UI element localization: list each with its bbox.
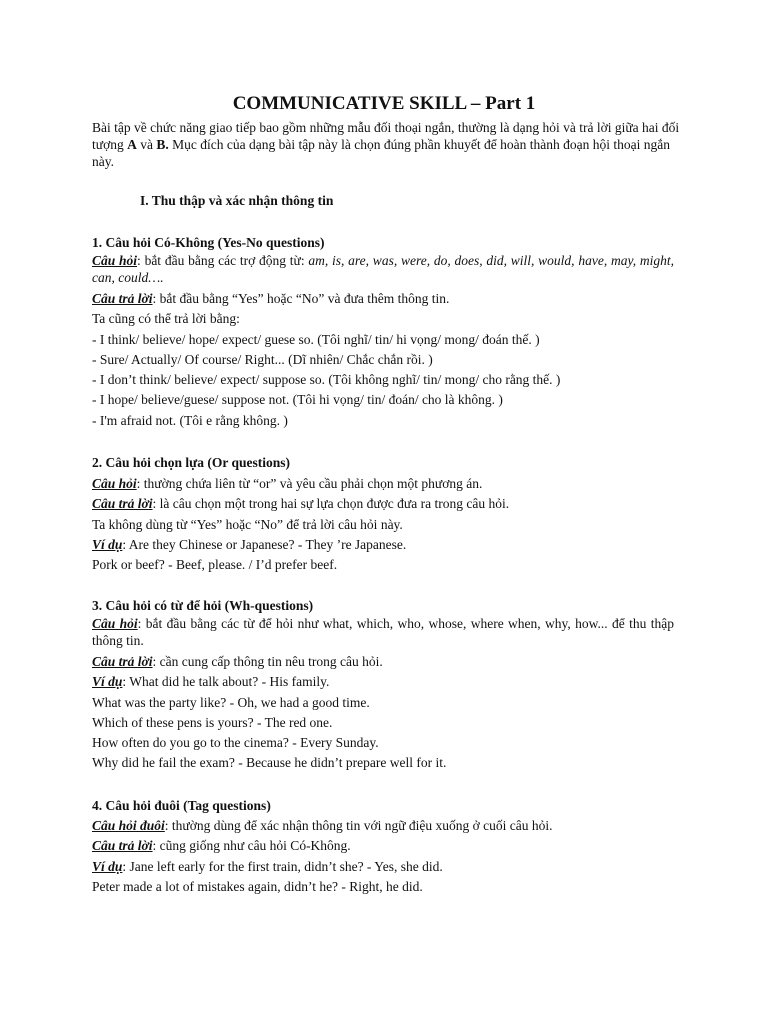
label-example: Ví dụ bbox=[92, 674, 123, 690]
label-answer: Câu trả lời bbox=[92, 496, 153, 512]
wh-question-def bbox=[92, 616, 674, 649]
or-questions-section bbox=[92, 474, 674, 575]
label-question: Câu hỏi bbox=[92, 616, 138, 631]
wh-example bbox=[92, 672, 674, 692]
heading-tag-questions: 4. Câu hỏi đuôi (Tag questions) bbox=[92, 798, 271, 813]
or-answer-def bbox=[92, 494, 674, 514]
label-example: Ví dụ bbox=[92, 858, 123, 874]
text-line: Ta cũng có thể trả lời bằng: bbox=[92, 311, 240, 327]
label-answer: Câu trả lời bbox=[92, 838, 153, 854]
wh-questions-section bbox=[92, 616, 674, 774]
text-line: - I'm afraid not. (Tôi e rằng không. ) bbox=[92, 412, 288, 428]
or-question-def bbox=[92, 474, 674, 494]
text-line: Peter made a lot of mistakes again, didn’t he? - Right, he did. bbox=[92, 878, 423, 894]
heading-yes-no: 1. Câu hỏi Có-Không (Yes-No questions) bbox=[92, 235, 325, 250]
text-line: - Sure/ Actually/ Of course/ Right... (Dĩ nhiên/ Chắc chắn rồi. ) bbox=[92, 351, 433, 367]
label-answer: Câu trả lời bbox=[92, 654, 153, 669]
section-heading: I. Thu thập và xác nhận thông tin bbox=[140, 193, 334, 208]
text-line: Pork or beef? - Beef, please. / I’d prefer beef. bbox=[92, 557, 338, 573]
intro-text-2: Mục đích của dạng bài tập này là chọn đúng phần khuyết để hoàn thành đoạn hội thoại ngắn này. bbox=[92, 137, 670, 169]
text-line: Ta không dùng từ “Yes” hoặc “No” để trả lời câu hỏi này. bbox=[92, 516, 403, 532]
example-text: : Jane left early for the first train, didn’t she? - Yes, she did. bbox=[122, 858, 443, 874]
definition-text: : bắt đầu bằng các từ để hỏi như what, which, who, whose, where when, why, how... để thu thập thông tin. bbox=[92, 616, 674, 648]
or-example bbox=[92, 535, 674, 555]
example-text: : What did he talk about? - His family. bbox=[122, 674, 330, 690]
label-question: Câu hỏi bbox=[92, 476, 137, 491]
definition-text: : bắt đầu bằng các trợ động từ: bbox=[137, 253, 309, 268]
label-answer: Câu trả lời bbox=[92, 291, 153, 306]
text-line: What was the party like? - Oh, we had a good time. bbox=[92, 694, 370, 710]
definition-text: : là câu chọn một trong hai sự lựa chọn được đưa ra trong câu hỏi. bbox=[152, 496, 510, 512]
text-line: - I think/ believe/ hope/ expect/ guese so. (Tôi nghĩ/ tin/ hi vọng/ mong/ đoán thế. ) bbox=[92, 331, 540, 347]
tag-answer-def bbox=[92, 836, 674, 856]
label-question: Câu hỏi bbox=[92, 253, 138, 268]
intro-and: và bbox=[136, 137, 157, 152]
intro-a: A bbox=[127, 137, 137, 152]
text-line: Which of these pens is yours? - The red one. bbox=[92, 714, 333, 730]
tag-example bbox=[92, 857, 674, 877]
yes-no-section bbox=[92, 253, 674, 431]
heading-or-questions: 2. Câu hỏi chọn lựa (Or questions) bbox=[92, 455, 291, 470]
definition-text: : cần cung cấp thông tin nêu trong câu hỏi. bbox=[152, 654, 383, 669]
document-title: COMMUNICATIVE SKILL – Part 1 bbox=[232, 93, 536, 114]
tag-question-def bbox=[92, 816, 674, 836]
auxiliary-verbs: am, is, are, was, were, do, does, did, will, would, have, may, might, can, could…. bbox=[92, 253, 674, 285]
definition-text: : thường chứa liên từ “or” và yêu cầu phải chọn một phương án. bbox=[136, 476, 483, 491]
intro-text-1: Bài tập về chức năng giao tiếp bao gồm những mẫu đối thoại ngắn, thường là dạng hỏi và trả lời giữa hai đối tượng bbox=[92, 120, 680, 152]
tag-questions-section bbox=[92, 816, 674, 897]
heading-wh-questions: 3. Câu hỏi có từ để hỏi (Wh-questions) bbox=[92, 598, 314, 613]
text-line: Why did he fail the exam? - Because he didn’t prepare well for it. bbox=[92, 755, 447, 771]
yes-no-question-def bbox=[92, 253, 674, 286]
label-example: Ví dụ bbox=[92, 536, 123, 552]
wh-answer-def bbox=[92, 652, 674, 672]
definition-text: : cũng giống như câu hỏi Có-Không. bbox=[152, 838, 351, 854]
text-line: - I don’t think/ believe/ expect/ suppose so. (Tôi không nghĩ/ tin/ mong/ cho rằng thế. ) bbox=[92, 372, 561, 388]
intro-paragraph bbox=[92, 119, 682, 170]
definition-text: : thường dùng để xác nhận thông tin với ngữ điệu xuống ở cuối câu hỏi. bbox=[164, 818, 553, 833]
label-question: Câu hỏi đuôi bbox=[92, 818, 165, 833]
text-line: - I hope/ believe/guese/ suppose not. (Tôi hi vọng/ tin/ đoán/ cho là không. ) bbox=[92, 392, 503, 408]
definition-text: : bắt đầu bằng “Yes” hoặc “No” và đưa thêm thông tin. bbox=[152, 291, 450, 306]
intro-b: B. bbox=[156, 137, 169, 152]
yes-no-answer-def bbox=[92, 289, 674, 309]
text-line: How often do you go to the cinema? - Every Sunday. bbox=[92, 735, 379, 751]
example-text: : Are they Chinese or Japanese? - They ’re Japanese. bbox=[122, 536, 407, 552]
